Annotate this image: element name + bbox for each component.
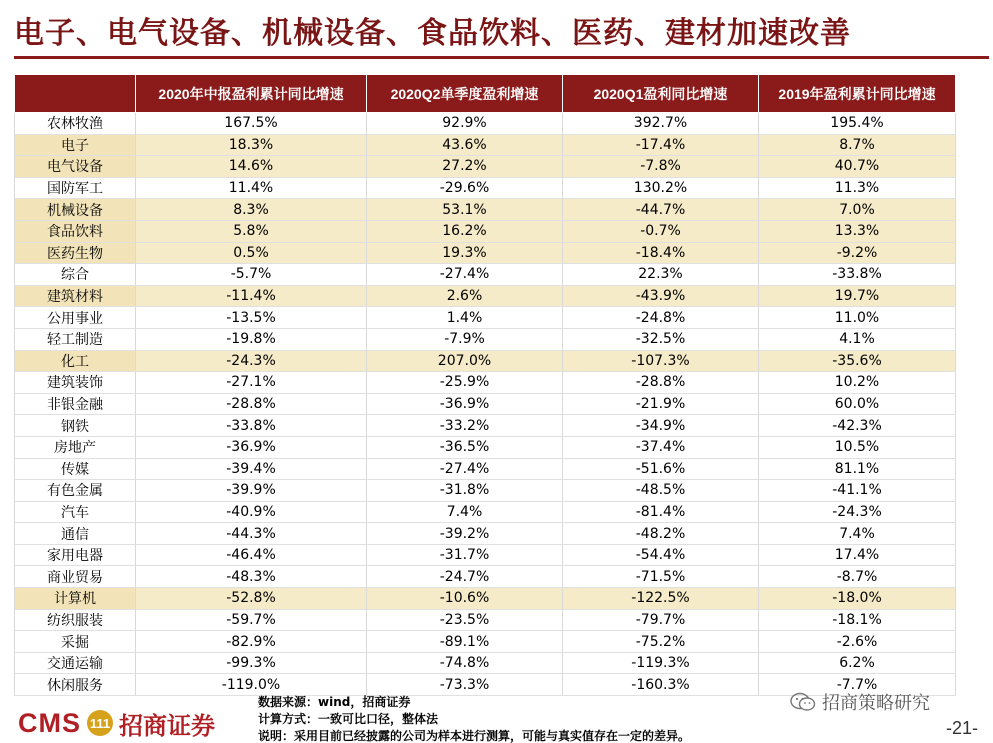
- growth-value: -0.7%: [563, 220, 759, 242]
- industry-name: 建筑材料: [15, 285, 136, 307]
- growth-value: 43.6%: [367, 134, 563, 156]
- growth-value: -8.7%: [759, 566, 956, 588]
- growth-value: 60.0%: [759, 393, 956, 415]
- growth-value: -13.5%: [136, 307, 367, 329]
- earnings-growth-table: [14, 74, 956, 696]
- growth-value: -24.3%: [759, 501, 956, 523]
- growth-value: -33.8%: [136, 415, 367, 437]
- growth-value: -28.8%: [136, 393, 367, 415]
- growth-value: -48.3%: [136, 566, 367, 588]
- growth-value: 19.3%: [367, 242, 563, 264]
- logo-mark-icon: 111: [87, 710, 113, 736]
- growth-value: -2.6%: [759, 631, 956, 653]
- growth-value: 5.8%: [136, 220, 367, 242]
- industry-name: 电子: [15, 134, 136, 156]
- growth-value: -5.7%: [136, 264, 367, 286]
- growth-value: -7.9%: [367, 328, 563, 350]
- growth-value: -28.8%: [563, 372, 759, 394]
- growth-value: -73.3%: [367, 674, 563, 696]
- growth-value: -119.3%: [563, 652, 759, 674]
- industry-name: 钢铁: [15, 415, 136, 437]
- table-row: [15, 156, 956, 178]
- growth-value: -18.0%: [759, 588, 956, 610]
- growth-value: 4.1%: [759, 328, 956, 350]
- industry-name: 汽车: [15, 501, 136, 523]
- growth-value: 195.4%: [759, 113, 956, 135]
- growth-value: -44.7%: [563, 199, 759, 221]
- growth-value: -10.6%: [367, 588, 563, 610]
- header-2020q1-yoy: 2020Q1盈利同比增速: [563, 75, 759, 113]
- header-industry: [15, 75, 136, 113]
- growth-value: -27.4%: [367, 264, 563, 286]
- growth-value: -27.1%: [136, 372, 367, 394]
- table-row: [15, 566, 956, 588]
- growth-value: 8.7%: [759, 134, 956, 156]
- industry-name: 商业贸易: [15, 566, 136, 588]
- industry-name: 轻工制造: [15, 328, 136, 350]
- industry-name: 电气设备: [15, 156, 136, 178]
- growth-value: -18.4%: [563, 242, 759, 264]
- growth-value: -32.5%: [563, 328, 759, 350]
- industry-name: 家用电器: [15, 544, 136, 566]
- growth-value: -33.2%: [367, 415, 563, 437]
- industry-name: 交通运输: [15, 652, 136, 674]
- growth-value: -43.9%: [563, 285, 759, 307]
- growth-value: 18.3%: [136, 134, 367, 156]
- growth-value: 92.9%: [367, 113, 563, 135]
- growth-value: -35.6%: [759, 350, 956, 372]
- industry-name: 机械设备: [15, 199, 136, 221]
- growth-value: -39.2%: [367, 523, 563, 545]
- growth-value: 10.5%: [759, 436, 956, 458]
- growth-value: -31.8%: [367, 480, 563, 502]
- table-row: [15, 415, 956, 437]
- growth-value: 11.3%: [759, 177, 956, 199]
- growth-value: -17.4%: [563, 134, 759, 156]
- table-row: [15, 458, 956, 480]
- growth-value: -41.1%: [759, 480, 956, 502]
- table-row: [15, 307, 956, 329]
- growth-value: -36.9%: [367, 393, 563, 415]
- industry-name: 房地产: [15, 436, 136, 458]
- growth-value: 7.0%: [759, 199, 956, 221]
- title-divider: [14, 56, 989, 59]
- table-row: [15, 177, 956, 199]
- table-row: [15, 328, 956, 350]
- industry-name: 传媒: [15, 458, 136, 480]
- growth-value: -51.6%: [563, 458, 759, 480]
- cms-logo: [18, 706, 258, 740]
- growth-value: -11.4%: [136, 285, 367, 307]
- growth-value: 2.6%: [367, 285, 563, 307]
- growth-value: -81.4%: [563, 501, 759, 523]
- logo-cms-text: CMS: [18, 707, 81, 738]
- industry-name: 食品饮料: [15, 220, 136, 242]
- growth-value: 8.3%: [136, 199, 367, 221]
- table-row: [15, 134, 956, 156]
- growth-value: 13.3%: [759, 220, 956, 242]
- growth-value: -75.2%: [563, 631, 759, 653]
- growth-value: -33.8%: [759, 264, 956, 286]
- table-row: [15, 544, 956, 566]
- growth-value: 11.0%: [759, 307, 956, 329]
- growth-value: -7.7%: [759, 674, 956, 696]
- growth-value: 0.5%: [136, 242, 367, 264]
- growth-value: -74.8%: [367, 652, 563, 674]
- note-method: 计算方式：一致可比口径，整体法: [258, 712, 439, 726]
- page-title: 电子、电气设备、机械设备、食品饮料、医药、建材加速改善: [14, 16, 851, 51]
- header-2020q2-single: 2020Q2单季度盈利增速: [367, 75, 563, 113]
- footnotes: [258, 694, 798, 743]
- growth-value: 392.7%: [563, 113, 759, 135]
- table-row: [15, 372, 956, 394]
- growth-value: 10.2%: [759, 372, 956, 394]
- table-row: [15, 523, 956, 545]
- growth-value: -59.7%: [136, 609, 367, 631]
- industry-name: 计算机: [15, 588, 136, 610]
- growth-value: -39.4%: [136, 458, 367, 480]
- growth-value: 7.4%: [759, 523, 956, 545]
- growth-value: 27.2%: [367, 156, 563, 178]
- table-row: [15, 264, 956, 286]
- growth-value: -18.1%: [759, 609, 956, 631]
- growth-value: -36.5%: [367, 436, 563, 458]
- growth-value: -42.3%: [759, 415, 956, 437]
- growth-value: -21.9%: [563, 393, 759, 415]
- table-header-row: [15, 75, 956, 113]
- growth-value: -24.7%: [367, 566, 563, 588]
- growth-value: -44.3%: [136, 523, 367, 545]
- growth-value: -54.4%: [563, 544, 759, 566]
- growth-value: -99.3%: [136, 652, 367, 674]
- header-2020h1-cumulative: 2020年中报盈利累计同比增速: [136, 75, 367, 113]
- growth-value: 130.2%: [563, 177, 759, 199]
- wechat-icon: [790, 692, 816, 712]
- growth-value: -122.5%: [563, 588, 759, 610]
- industry-name: 医药生物: [15, 242, 136, 264]
- growth-value: -25.9%: [367, 372, 563, 394]
- industry-name: 国防军工: [15, 177, 136, 199]
- table-row: [15, 393, 956, 415]
- growth-value: 81.1%: [759, 458, 956, 480]
- wechat-watermark: [790, 689, 970, 715]
- growth-value: -48.5%: [563, 480, 759, 502]
- growth-value: -23.5%: [367, 609, 563, 631]
- growth-value: -119.0%: [136, 674, 367, 696]
- growth-value: -52.8%: [136, 588, 367, 610]
- industry-name: 化工: [15, 350, 136, 372]
- note-remark: 说明：采用目前已经披露的公司为样本进行测算，可能与真实值存在一定的差异。: [258, 729, 691, 743]
- growth-value: -27.4%: [367, 458, 563, 480]
- table-row: [15, 199, 956, 221]
- growth-value: 6.2%: [759, 652, 956, 674]
- growth-value: 53.1%: [367, 199, 563, 221]
- table-row: [15, 631, 956, 653]
- growth-value: -39.9%: [136, 480, 367, 502]
- table-row: [15, 113, 956, 135]
- growth-value: 16.2%: [367, 220, 563, 242]
- industry-name: 采掘: [15, 631, 136, 653]
- growth-value: -19.8%: [136, 328, 367, 350]
- growth-value: 11.4%: [136, 177, 367, 199]
- growth-value: -46.4%: [136, 544, 367, 566]
- growth-value: -82.9%: [136, 631, 367, 653]
- table-row: [15, 501, 956, 523]
- table-row: [15, 652, 956, 674]
- growth-value: -34.9%: [563, 415, 759, 437]
- industry-name: 有色金属: [15, 480, 136, 502]
- table-row: [15, 350, 956, 372]
- wechat-account-name: 招商策略研究: [822, 693, 930, 714]
- industry-name: 建筑装饰: [15, 372, 136, 394]
- industry-name: 公用事业: [15, 307, 136, 329]
- growth-value: 19.7%: [759, 285, 956, 307]
- growth-value: 40.7%: [759, 156, 956, 178]
- growth-value: 1.4%: [367, 307, 563, 329]
- growth-value: 22.3%: [563, 264, 759, 286]
- industry-name: 农林牧渔: [15, 113, 136, 135]
- table-row: [15, 609, 956, 631]
- note-source: 数据来源：wind，招商证券: [258, 695, 411, 709]
- table-row: [15, 588, 956, 610]
- industry-name: 通信: [15, 523, 136, 545]
- growth-value: -9.2%: [759, 242, 956, 264]
- growth-value: -29.6%: [367, 177, 563, 199]
- industry-name: 非银金融: [15, 393, 136, 415]
- growth-value: -31.7%: [367, 544, 563, 566]
- table-row: [15, 220, 956, 242]
- growth-value: -107.3%: [563, 350, 759, 372]
- table-body: [15, 113, 956, 696]
- growth-value: -7.8%: [563, 156, 759, 178]
- page-number: -21-: [945, 718, 978, 738]
- table-row: [15, 285, 956, 307]
- table-row: [15, 480, 956, 502]
- growth-value: 17.4%: [759, 544, 956, 566]
- growth-value: -24.3%: [136, 350, 367, 372]
- growth-value: 7.4%: [367, 501, 563, 523]
- growth-value: -71.5%: [563, 566, 759, 588]
- growth-value: 167.5%: [136, 113, 367, 135]
- growth-value: -36.9%: [136, 436, 367, 458]
- growth-value: 207.0%: [367, 350, 563, 372]
- table-row: [15, 436, 956, 458]
- header-2019-cumulative: 2019年盈利累计同比增速: [759, 75, 956, 113]
- growth-value: -40.9%: [136, 501, 367, 523]
- table-row: [15, 242, 956, 264]
- growth-value: -160.3%: [563, 674, 759, 696]
- industry-name: 休闲服务: [15, 674, 136, 696]
- growth-value: -89.1%: [367, 631, 563, 653]
- industry-name: 纺织服装: [15, 609, 136, 631]
- logo-chinese-text: 招商证券: [119, 710, 215, 740]
- growth-value: -79.7%: [563, 609, 759, 631]
- industry-name: 综合: [15, 264, 136, 286]
- growth-value: -37.4%: [563, 436, 759, 458]
- growth-value: -24.8%: [563, 307, 759, 329]
- growth-value: 14.6%: [136, 156, 367, 178]
- growth-value: -48.2%: [563, 523, 759, 545]
